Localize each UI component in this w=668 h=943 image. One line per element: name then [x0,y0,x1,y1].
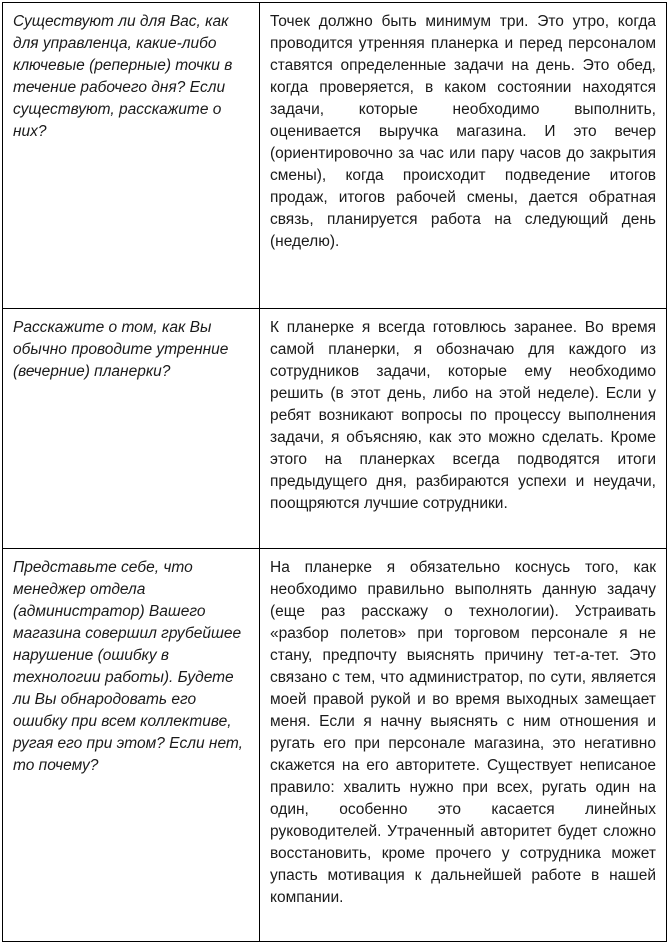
table-row [3,309,667,549]
question-cell: Существуют ли для Вас, как для управленца, какие-либо ключевые (реперные) точки в течение рабочего дня? Если существуют, расскажите о них? [3,3,260,309]
answer-cell: Точек должно быть минимум три. Это утро, когда проводится утренняя планерка и перед персоналом ставятся определенные задачи на день. Это обед, когда проверяется, в каком состоянии находятся задачи, которые необходимо выполнить, оценивается выручка магазина. И это вечер (ориентировочно за час или пару часов до закрытия смены), когда происходит подведение итогов продаж, итогов рабочей смены, дается обратная связь, планируется работа на следующий день (неделю). [260,3,667,309]
table-row [3,549,667,942]
answer-cell: К планерке я всегда готовлюсь заранее. Во время самой планерки, я обозначаю для каждого из сотрудников задачи, которые ему необходимо решить (в этот день, либо на этой неделе). Если у ребят возникают вопросы по процессу выполнения задачи, я объясняю, как это можно сделать. Кроме этого на планерках всегда подводятся итоги предыдущего дня, разбираются успехи и неудачи, поощряются лучшие сотрудники. [260,309,667,549]
question-cell: Расскажите о том, как Вы обычно проводите утренние (вечерние) планерки? [3,309,260,549]
answer-cell: На планерке я обязательно коснусь того, как необходимо правильно выполнять данную задачу (еще раз расскажу о технологии). Устраивать «разбор полетов» при торговом персонале я не стану, предпочту выяснять причину тет-а-тет. Это связано с тем, что администратор, по сути, является моей правой рукой и во время выходных замещает меня. Если я начну выяснять с ним отношения и ругать его при персонале магазина, это негативно скажется на его авторитете. Существует неписаное правило: хвалить нужно при всех, ругать один на один, особенно это касается линейных руководителей. Утраченный авторитет будет сложно восстановить, кроме прочего у сотрудника может упасть мотивация к дальнейшей работе в нашей компании. [260,549,667,942]
table-row [3,3,667,309]
qa-table [2,2,667,942]
question-cell: Представьте себе, что менеджер отдела (администратор) Вашего магазина совершил грубейшее нарушение (ошибку в технологии работы). Будете ли Вы обнародовать его ошибку при всем коллективе, ругая его при этом? Если нет, то почему? [3,549,260,942]
